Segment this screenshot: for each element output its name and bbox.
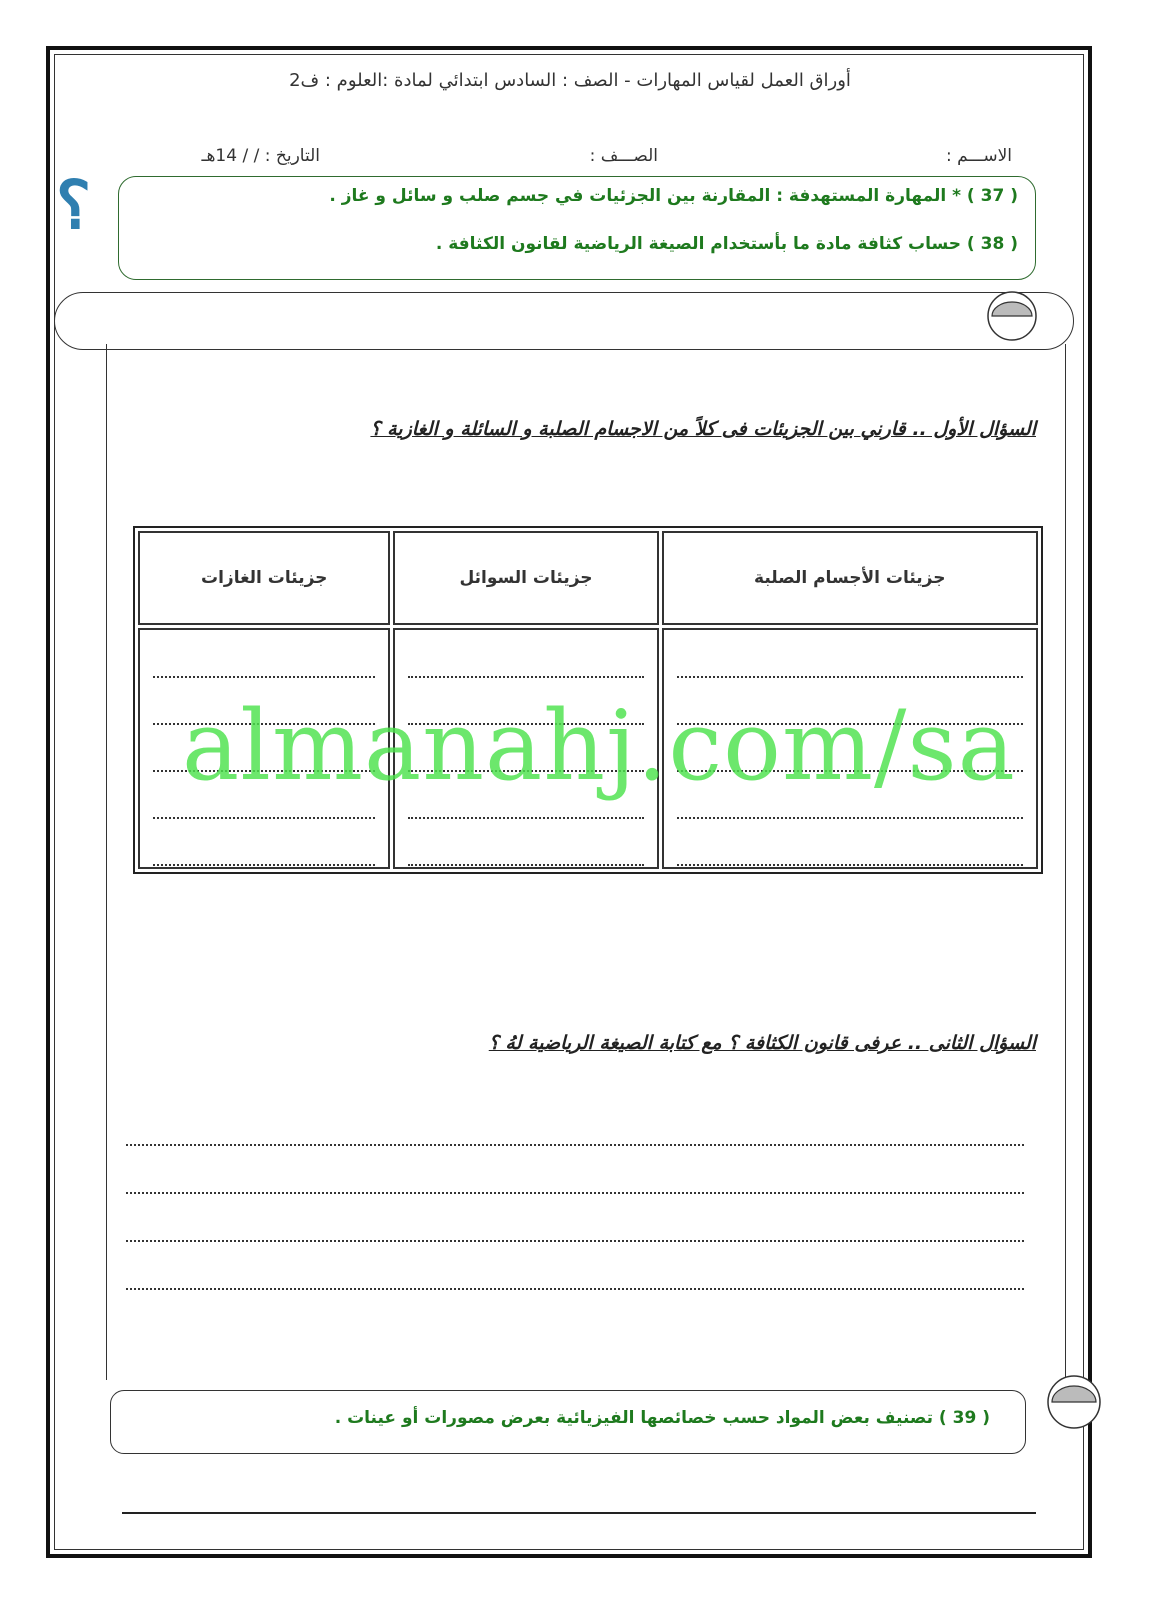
answer-line[interactable] — [408, 631, 643, 678]
question-mark-icon: ؟ — [56, 166, 92, 244]
answer-line[interactable] — [408, 819, 643, 866]
footer-divider — [122, 1512, 1036, 1514]
date-label: التاريخ : / / 14هـ — [201, 146, 320, 166]
answer-line[interactable] — [126, 1192, 1024, 1194]
class-label: الصـــف : — [589, 146, 658, 166]
question-1-text: السؤال الأول .. قارني بين الجزيئات فى كلاً من الاجسام الصلبة و السائلة و الغازية ؟ — [370, 418, 1036, 440]
column-header-solids: جزيئات الأجسام الصلبة — [662, 531, 1038, 625]
answer-line[interactable] — [126, 1144, 1024, 1146]
scroll-top-roll — [54, 292, 1074, 350]
skill-37: ( 37 ) * المهارة المستهدفة : المقارنة بين الجزئيات في جسم صلب و سائل و غاز . — [329, 186, 1018, 206]
name-label: الاســـم : — [945, 146, 1012, 166]
question-2-text: السؤال الثانى .. عرفى قانون الكثافة ؟ مع كتابة الصيغة الرياضية لهُ ؟ — [488, 1032, 1036, 1054]
answer-line[interactable] — [126, 1240, 1024, 1242]
worksheet-header: أوراق العمل لقياس المهارات - الصف : السادس ابتدائي لمادة :العلوم : ف2 — [289, 70, 851, 91]
column-header-liquids: جزيئات السوائل — [393, 531, 658, 625]
answer-line[interactable] — [677, 819, 1023, 866]
answer-line[interactable] — [153, 631, 375, 678]
answer-line[interactable] — [677, 631, 1023, 678]
column-header-gases: جزيئات الغازات — [138, 531, 390, 625]
answer-line[interactable] — [153, 819, 375, 866]
scroll-curl-top-icon — [986, 288, 1046, 352]
watermark: almanahj.com/sa — [182, 690, 1016, 802]
answer-line[interactable] — [126, 1288, 1024, 1290]
scroll-curl-bottom-icon — [1044, 1372, 1108, 1436]
skill-39: ( 39 ) تصنيف بعض المواد حسب خصائصها الفيزيائية بعرض مصورات أو عينات . — [334, 1408, 990, 1428]
skill-38: ( 38 ) حساب كثافة مادة ما بأستخدام الصيغة الرياضية لقانون الكثافة . — [435, 234, 1018, 254]
